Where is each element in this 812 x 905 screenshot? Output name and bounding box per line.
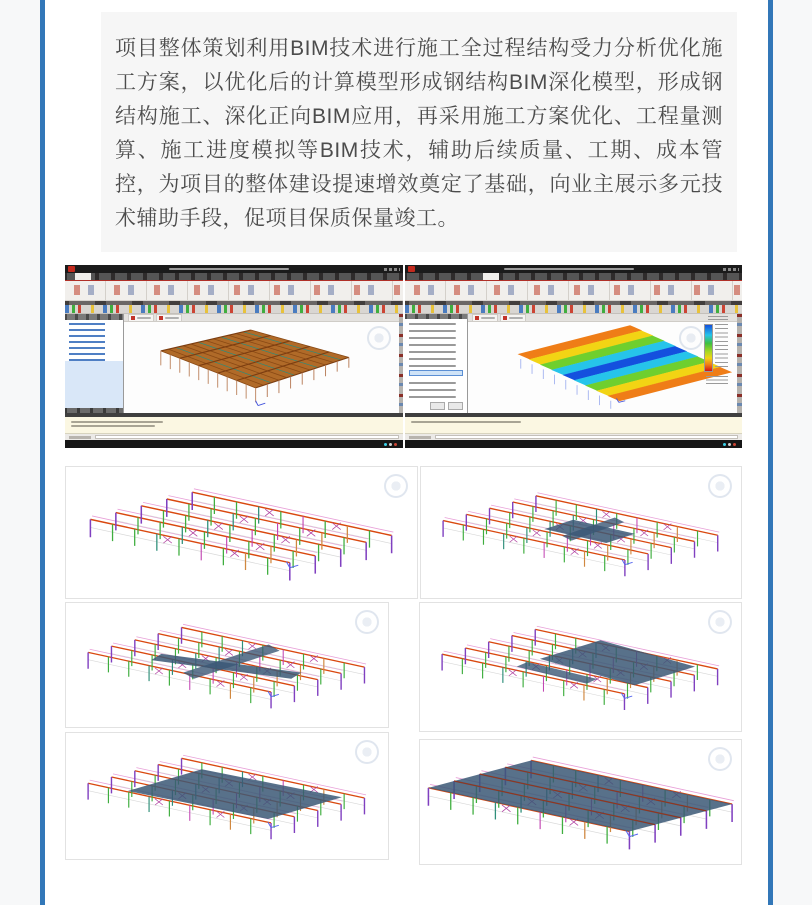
gallery-row [65,732,742,865]
construction-stage-gallery [65,466,742,865]
status-dot-cyan [723,443,726,446]
stage-image-4[interactable] [419,602,742,732]
analysis-settings-panel [405,314,468,413]
command-line-text [71,421,163,423]
watermark-icon [679,326,703,350]
tree-empty-area [65,361,123,408]
panel-tabs [405,314,467,319]
steel-frame-graphic [85,609,368,721]
steel-frame-graphic [85,739,368,852]
document-tabs [468,314,738,322]
form-options [409,382,464,402]
ribbon-tabs [405,273,743,281]
content-card [45,0,768,905]
watermark-icon [384,474,408,498]
main-workspace [405,314,743,413]
viewport-analysis-result [468,314,738,413]
app-menu-icon [408,266,415,272]
watermark-icon [708,474,732,498]
article-paragraph-box [101,12,737,252]
window-titlebar [65,265,403,273]
legend-title-text [708,316,728,322]
cancel-button [448,402,463,410]
window-title [418,268,721,270]
status-bar [405,440,743,448]
watermark-icon [708,747,732,771]
gallery-row [65,466,742,599]
document-tab [472,314,498,321]
right-toolbar [737,314,742,413]
stage-image-2[interactable] [420,466,742,599]
ribbon-toolbar [405,281,743,301]
window-titlebar [405,265,743,273]
watermark-icon [355,610,379,634]
document-tab-icon [475,316,479,320]
status-dot-gray [389,443,392,446]
legend-tick-labels [715,324,728,370]
ribbon-toolbar [65,281,403,301]
tree-panel-tabs [65,314,123,320]
quick-access-toolbar [65,305,403,314]
ok-button [430,402,445,410]
command-line-text [411,421,521,423]
steel-frame-graphic [425,742,736,861]
steel-frame-graphic [440,474,722,592]
legend-color-bar [704,324,713,372]
dialog-buttons [405,402,463,410]
status-bar [65,440,403,448]
result-case-dropdown [409,370,463,376]
quick-access-toolbar [405,305,743,314]
document-tab [500,314,526,321]
document-tab [156,314,182,321]
document-tab-icon [503,316,507,320]
status-dot-gray [728,443,731,446]
document-tab-icon [159,316,163,320]
status-dot-cyan [384,443,387,446]
steel-frame-graphic [439,609,721,724]
app-menu-icon [68,266,75,272]
stage-image-6[interactable] [419,739,742,865]
window-title [78,268,381,270]
stage-image-1[interactable] [65,466,418,599]
watermark-icon [367,326,391,350]
model-tree-panel [65,314,124,413]
color-legend [704,324,728,372]
stage-image-5[interactable] [65,732,389,860]
right-accent-bar [768,0,773,905]
cad-screenshot-model[interactable] [65,265,403,448]
command-input-field [435,435,739,439]
viewport-3d-model [124,314,399,413]
document-tab [128,314,154,321]
command-line-text [71,425,155,427]
window-controls-icon [723,268,739,271]
watermark-icon [355,740,379,764]
form-field-labels [409,323,464,369]
status-dot-red [733,443,736,446]
command-prompt [69,436,91,439]
status-dot-red [394,443,397,446]
command-window [65,417,403,434]
command-prompt [409,436,431,439]
stage-image-3[interactable] [65,602,389,728]
cad-screenshots [65,265,742,448]
ribbon-tabs [65,273,403,281]
gallery-row [65,602,742,732]
article-paragraph: 项目整体策划利用BIM技术进行施工全过程结构受力分析优化施工方案，以优化后的计算模型形成钢结构BIM深化模型，形成钢结构施工、深化正向BIM应用，再采用施工方案优化、工程量测算、施工进度模拟等BIM技术，辅助后续质量、工期、成本管控，为项目的整体建设提速增效奠定了基础，向业主展示多元技术辅助手段，促项目保质保量竣工。 [115,37,723,230]
active-ribbon-tab [75,273,91,280]
active-ribbon-tab [483,273,499,280]
right-toolbar [399,314,403,413]
main-workspace [65,314,403,413]
steel-roof-model-graphic [124,322,399,412]
document-tabs [124,314,399,322]
legend-footer-text [706,376,728,386]
document-tab-icon [131,316,135,320]
cad-screenshot-analysis[interactable] [405,265,743,448]
watermark-icon [708,610,732,634]
tree-items [69,323,121,361]
steel-frame-graphic [87,474,396,592]
command-input-field [95,435,399,439]
command-window [405,417,743,434]
window-controls-icon [384,268,400,271]
